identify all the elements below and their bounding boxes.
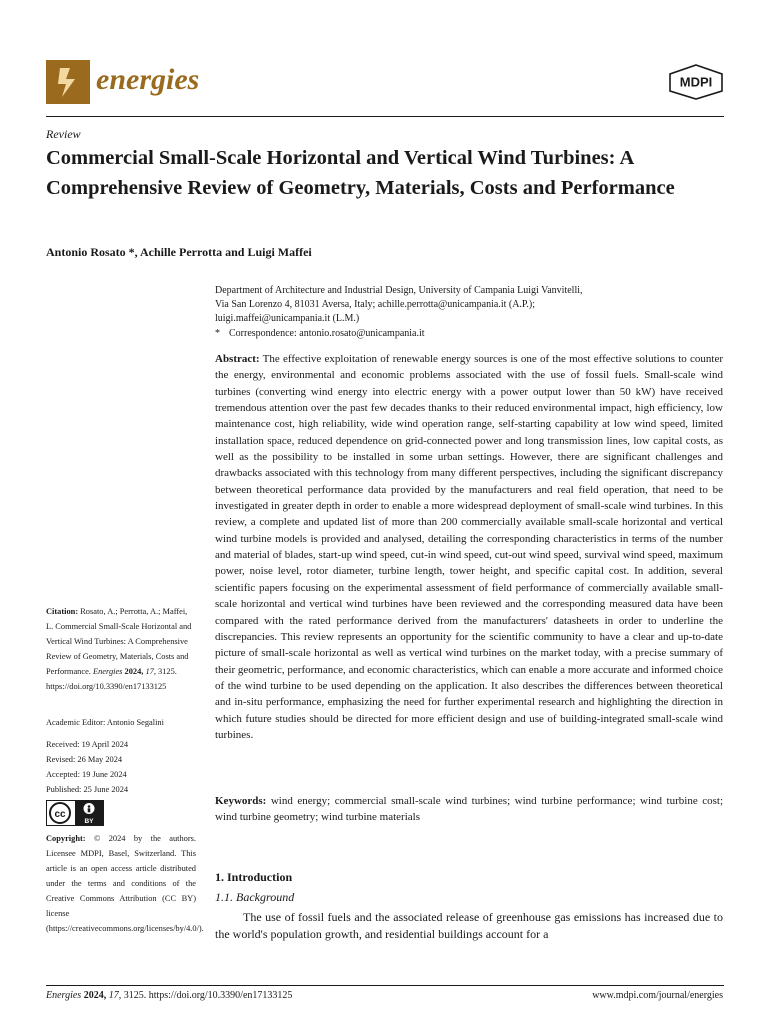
abstract-label: Abstract: [215,353,260,365]
accepted-date: Accepted: 19 June 2024 [46,770,127,779]
journal-logo [46,60,90,104]
header-divider [46,116,724,117]
footer-citation [46,990,292,1001]
keywords [215,793,723,825]
footer-divider [46,985,724,986]
correspondence-text: Correspondence: antonio.rosato@unicampania.it [229,327,425,339]
citation-text: Rosato, A.; Perrotta, A.; Maffei, L. Commercial Small-Scale Horizontal and Vertical Wind Turbines: A Comprehensive Review of Geometry, Materials, Costs and Performance. [46,607,192,676]
copyright-text: © 2024 by the authors. Licensee MDPI, Basel, Switzerland. This article is an open access article distributed under the terms and conditions of the Creative Commons Attribution (CC BY) license (https://creativecommons.org/licenses/by/4.0/). [46,834,204,933]
affiliation-line: Via San Lorenzo 4, 81031 Aversa, Italy; achille.perrotta@unicampania.it (A.P.); [215,299,535,311]
article-type: Review [46,127,81,141]
affiliation-line: luigi.maffei@unicampania.it (L.M.) [215,313,360,325]
copyright-label: Copyright: [46,834,86,843]
creative-commons-by-icon[interactable] [46,800,104,826]
author-list: Antonio Rosato *, Achille Perrotta and Luigi Maffei [46,245,312,259]
cc-by-label: BY [84,818,94,825]
footer-journal-url[interactable]: www.mdpi.com/journal/energies [592,990,723,1001]
revised-date: Revised: 26 May 2024 [46,755,123,764]
intro-paragraph: The use of fossil fuels and the associated release of greenhouse gas emissions has increased due to the world's population growth, and residential buildings account for a [215,910,723,941]
citation-label: Citation: [46,607,79,616]
abstract [215,351,723,743]
footer-doi[interactable]: 3125. https://doi.org/10.3390/en17133125 [123,990,293,1001]
mdpi-logo-text: MDPI [679,74,713,90]
correspondence-line [215,327,725,341]
academic-editor: Academic Editor: Antonio Segalini [46,718,164,727]
svg-text:cc: cc [54,809,66,820]
citation-year: 2024, [124,667,144,676]
citation-journal: Energies [92,667,123,676]
footer-year: 2024, [83,990,107,1001]
affiliation-line: Department of Architecture and Industrial Design, University of Campania Luigi Vanvitelli, [215,285,583,296]
affiliation-block [215,284,725,341]
keywords-text: wind energy; commercial small-scale wind turbines; wind turbine performance; wind turbine cost; wind turbine geometry; wind turbine materials [215,795,723,823]
lightning-bolt-icon [46,60,90,104]
keywords-label: Keywords: [215,795,267,807]
abstract-text: The effective exploitation of renewable energy sources is one of the most effective solutions to counter the energy, environmental and economic problems associated with the use of fossil fuels. Small-scale wind turbines (converting wind energy into electric energy with a power output lower than 50 kW) have received tremendous attention over the past few decades thanks to their reduced environmental impact, high efficiency, low maintenance cost, high reliability, wide wind operation range, self-starting capability at low wind speed, limited installation space, reduced dependence on grid-connected power and long transmission lines, low capital costs, as well as the possibility to be installed in some urban settings. However, there are significant challenges and drawbacks associated with this technology from many different perspectives, including the significant discrepancy between theoretical performance data provided by the manufacturers and real field operation, that need to be investigated in greater depth in order to enable a more widespread deployment of small-scale wind turbines. In this review, a complete and updated list of more than 200 commercially available small-scale horizontal and vertical wind turbine models is provided and analysed, detailing the corresponding characteristics in terms of the number and material of blades, start-up wind speed, cut-in wind speed, cut-out wind speed, survival wind speed, maximum power, noise level, rotor diameter, turbine length, tower height, and specific capital cost. In addition, several scientific papers focusing on the experimental assessment of field performance of commercially available small-scale horizontal and vertical wind turbines have been reviewed and the corresponding measured data have been compared with the rated performance derived from the manufacturers' datasheets in order to underline the discrepancies. This review represents an opportunity for the scientific community to have a clear and up-to-date picture of small-scale horizontal as well as vertical wind turbines on the market today, with a precise summary of their geometric, performance, and economic characteristics, which can enable a more accurate and informed choice of the wind turbine to be used depending on the application. It also describes the differences between theoretical and in-situ performance, emphasizing the need for further experimental research and highlighting the direction in which future studies should be directed for more efficient design and use of building-integrated small-scale wind turbines. [215,353,723,741]
footer-volume: 17, [108,990,122,1001]
journal-name: energies [96,63,200,96]
article-title: Commercial Small-Scale Horizontal and Vertical Wind Turbines: A Comprehensive Review of Geometry, Materials, Costs and Performance [46,147,675,199]
section-heading: 1. Introduction [215,870,293,884]
copyright-notice [46,831,204,936]
published-date: Published: 25 June 2024 [46,785,129,794]
mdpi-logo [668,64,724,100]
subsection-heading: 1.1. Background [215,890,295,904]
footer-journal: Energies [46,990,82,1001]
correspondence-mark: * [215,327,220,339]
citation-doi[interactable]: 3125. https://doi.org/10.3390/en17133125 [46,667,177,691]
citation-volume: 17, [145,667,156,676]
publication-dates [46,737,196,797]
received-date: Received: 19 April 2024 [46,740,129,749]
citation-block [46,604,196,694]
